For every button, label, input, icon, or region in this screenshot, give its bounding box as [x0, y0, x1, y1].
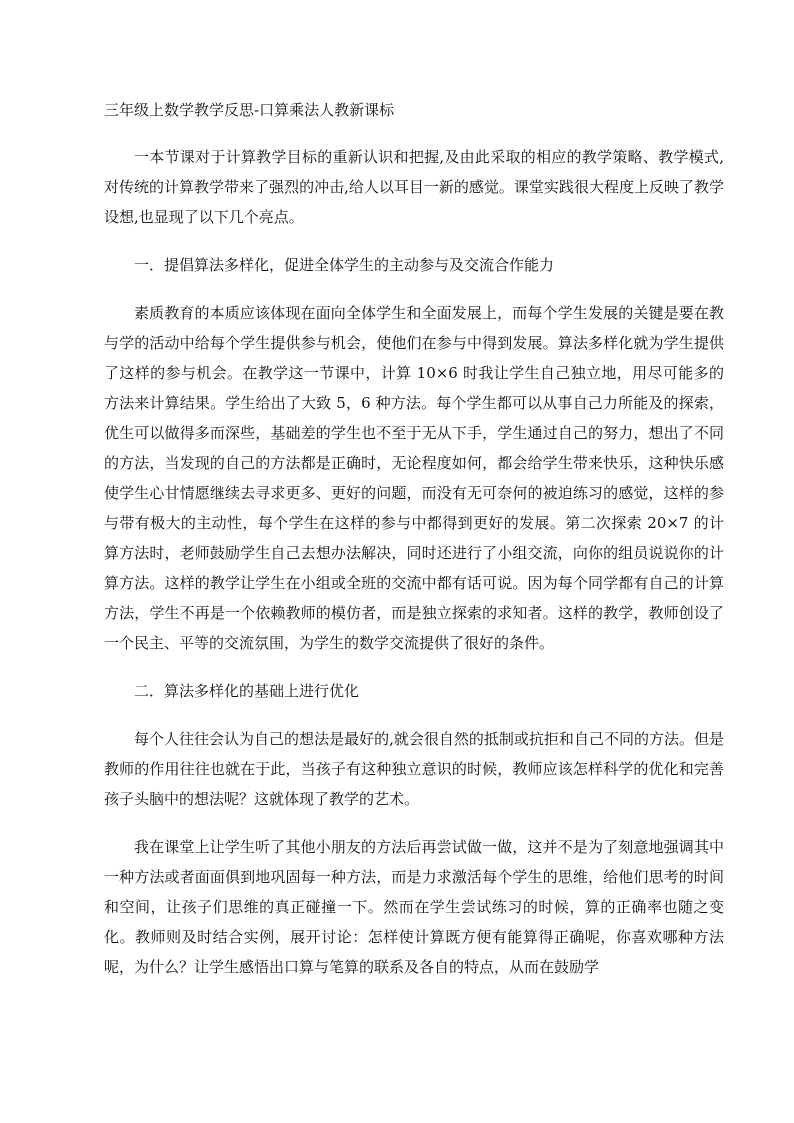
intro-paragraph: 一本节课对于计算教学目标的重新认识和把握,及由此采取的相应的教学策略、教学模式,对传统的计算教学带来了强烈的冲击,给人以耳目一新的感觉。课堂实践很大程度上反映了教学设想,也显现了以下几个亮点。 [104, 148, 724, 226]
section-1-heading: 一．提倡算法多样化，促进全体学生的主动参与及交流合作能力 [134, 256, 555, 274]
section-2-heading: 二．算法多样化的基础上进行优化 [134, 682, 360, 700]
section-2-paragraph-1: 每个人往往会认为自己的想法是最好的,就会很自然的抵制或抗拒和自己不同的方法。但是教师的作用往往也就在于此，当孩子有这种独立意识的时候，教师应该怎样科学的优化和完善孩子头脑中的想法呢？这就体现了教学的艺术。 [104, 730, 724, 808]
document-content [104, 96, 724, 1000]
document-title: 三年级上数学教学反思-口算乘法人教新课标 [104, 101, 395, 119]
section-1-paragraph: 素质教育的本质应该体现在面向全体学生和全面发展上，而每个学生发展的关键是要在教与学的活动中给每个学生提供参与机会，使他们在参与中得到发展。算法多样化就为学生提供了这样的参与机会。在教学这一节课中，计算 10×6 时我让学生自己独立地，用尽可能多的方法来计算结果。学生给出了大致 5，6 种方法。每个学生都可以从事自己力所能及的探索，优生可以做得多而深些，基础差的学生也不至于无从下手，学生通过自己的努力，想出了不同的方法，当发现的自己的方法都是正确时，无论程度如何，都会给学生带来快乐，这种快乐感使学生心甘情愿继续去寻求更多、更好的问题，而没有无可奈何的被迫练习的感觉，这样的参与带有极大的主动性，每个学生在这样的参与中都得到更好的发展。第二次探索 20×7 的计算方法时，老师鼓励学生自己去想办法解决，同时还进行了小组交流，向你的组员说说你的计算方法。这样的教学让学生在小组或全班的交流中都有话可说。因为每个同学都有自己的计算方法，学生不再是一个依赖教师的模仿者，而是独立探索的求知者。这样的教学，教师创设了一个民主、平等的交流氛围，为学生的数学交流提供了很好的条件。 [104, 304, 724, 652]
section-2-paragraph-2: 我在课堂上让学生听了其他小朋友的方法后再尝试做一做，这并不是为了刻意地强调其中一种方法或者面面俱到地巩固每一种方法，而是力求激活每个学生的思维，给他们思考的时间和空间，让孩子们思维的真正碰撞一下。然而在学生尝试练习的时候，算的正确率也随之变化。教师则及时结合实例，展开讨论：怎样使计算既方便有能算得正确呢，你喜欢哪种方法呢，为什么？让学生感悟出口算与笔算的联系及各自的特点，从而在鼓励学 [104, 838, 724, 976]
